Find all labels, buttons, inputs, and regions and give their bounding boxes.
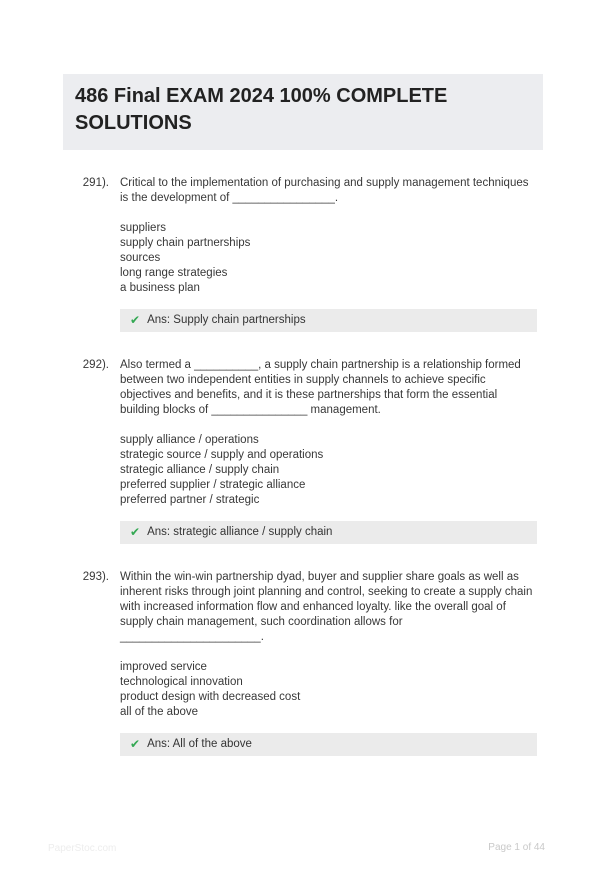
answer-text: Ans: Supply chain partnerships bbox=[147, 314, 306, 326]
answer-option: suppliers bbox=[120, 222, 167, 234]
answer-bar bbox=[120, 733, 537, 756]
question-number: 293). bbox=[82, 571, 109, 583]
question-body bbox=[120, 176, 537, 332]
answer-option: strategic source / supply and operations bbox=[120, 449, 324, 461]
answer-option: product design with decreased cost bbox=[120, 691, 301, 703]
question-body bbox=[120, 358, 537, 544]
question-number: 291). bbox=[82, 177, 109, 189]
question-text: Within the win-win partnership dyad, buyer and supplier share goals as well as inherent risks through joint planning and control, seeking to create a supply chain with increased information flow and enhanced loyalty. like the overall goal of supply chain management, such coordination allows for ______________________. bbox=[120, 571, 536, 643]
question-block-292 bbox=[63, 358, 540, 544]
answer-option: all of the above bbox=[120, 706, 199, 718]
options-list bbox=[120, 433, 537, 508]
answer-option: sources bbox=[120, 252, 161, 264]
question-text: Critical to the implementation of purchasing and supply management techniques is the development of ________________. bbox=[120, 177, 532, 204]
answer-option: preferred supplier / strategic alliance bbox=[120, 479, 306, 491]
answer-option: improved service bbox=[120, 661, 207, 673]
answer-text: Ans: All of the above bbox=[147, 738, 252, 750]
answer-option: strategic alliance / supply chain bbox=[120, 464, 280, 476]
question-block-291 bbox=[63, 176, 540, 332]
answer-bar bbox=[120, 521, 537, 544]
document-title: 486 Final EXAM 2024 100% COMPLETE SOLUTIONS bbox=[75, 85, 448, 134]
answer-option: supply chain partnerships bbox=[120, 237, 251, 249]
options-list bbox=[120, 660, 537, 720]
document-title-banner bbox=[63, 74, 543, 150]
answer-option: a business plan bbox=[120, 282, 200, 294]
watermark-text: PaperStoc.com bbox=[48, 843, 117, 854]
options-list bbox=[120, 221, 537, 296]
page-indicator: Page 1 of 44 bbox=[488, 842, 545, 853]
questions-list bbox=[0, 176, 606, 756]
check-icon bbox=[130, 313, 140, 328]
answer-option: preferred partner / strategic bbox=[120, 494, 260, 506]
check-icon bbox=[130, 737, 140, 752]
question-body bbox=[120, 570, 537, 756]
answer-option: supply alliance / operations bbox=[120, 434, 259, 446]
answer-bar bbox=[120, 309, 537, 332]
question-block-293 bbox=[63, 570, 540, 756]
check-icon bbox=[130, 525, 140, 540]
answer-text: Ans: strategic alliance / supply chain bbox=[147, 526, 333, 538]
question-number: 292). bbox=[82, 359, 109, 371]
answer-option: long range strategies bbox=[120, 267, 228, 279]
answer-option: technological innovation bbox=[120, 676, 243, 688]
question-text: Also termed a __________, a supply chain partnership is a relationship formed between two independent entities in supply channels to achieve specific objectives and benefits, and it is these partnerships that form the essential building blocks of _______________ management. bbox=[120, 359, 525, 416]
